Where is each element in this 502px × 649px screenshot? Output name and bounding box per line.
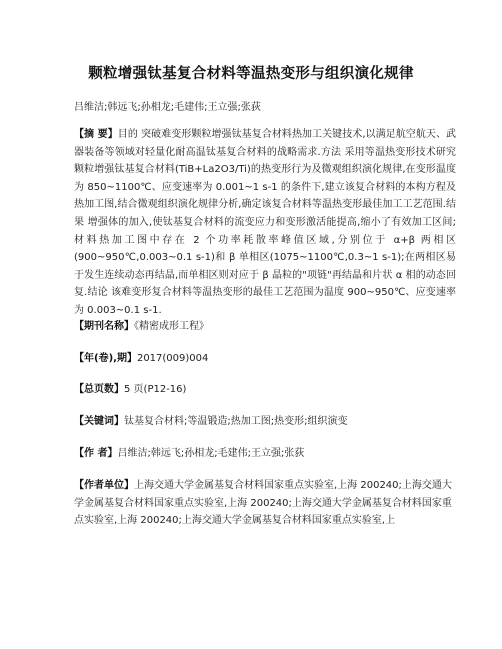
field-authors xyxy=(74,445,454,463)
field-label: 【期刊名称】 xyxy=(74,321,134,332)
field-value: 《精密成形工程》 xyxy=(134,321,209,332)
field-label: 【关键词】 xyxy=(74,416,124,427)
field-value: 吕维洁;韩远飞;孙相龙;毛建伟;王立强;张荻 xyxy=(117,448,305,459)
field-value: 上海交通大学金属基复合材料国家重点实验室,上海 200240;上海交通大学金属基复合材料国家重点实验室,上海 200240;上海交通大学金属基复合材料国家重点实验室,上海 200240;上海交通大学金属基复合材料国家重点实验室,上 xyxy=(74,480,452,527)
abstract-block xyxy=(74,126,456,320)
field-journal xyxy=(74,318,454,336)
field-value: 2017(009)004 xyxy=(136,353,209,364)
author-list: 吕维洁;韩远飞;孙相龙;毛建伟;王立强;张荻 xyxy=(74,102,261,113)
field-label: 【总页数】 xyxy=(74,384,124,395)
field-label: 【年(卷),期】 xyxy=(74,353,137,364)
field-label: 【作 者】 xyxy=(74,448,118,459)
field-affiliations xyxy=(74,477,454,530)
field-value: 钛基复合材料;等温锻造;热加工图;热变形;组织演变 xyxy=(124,416,348,427)
abstract-text: 目的 突破难变形颗粒增强钛基复合材料热加工关键技术,以满足航空航天、武器装备等领域对轻量化耐高温钛基复合材料的战略需求.方法 采用等温热变形技术研究颗粒增强钛基复合材料(TiB+La2O3/Ti)的热变形行为及微观组织演化规律,在变形温度为 850~1100℃、应变速率为 0.001~1 s-1 的条件下,建立该复合材料的本构方程及热加工图,结合微观组织演化规律分析,确定该复合材料等温热变形最佳加工工艺范围.结果 增强体的加入,使钛基复合材料的流变应力和变形激活能提高,缩小了有效加工区间;材料热加工图中存在 2 个功率耗散率峰值区域,分别位于 α+β 两相区(900~950℃,0.003~0.1 s-1)和 β 单相区(1075~1100℃,0.3~1 s-1);在两相区易于发生连续动态再结晶,而单相区则对应于 β 晶粒的"项链"再结晶和片状 α 相的动态回复.结论 该难变形复合材料等温热变形的最佳工艺范围为温度 900~950℃、应变速率为 0.003~0.1 s-1. xyxy=(74,129,457,316)
field-page-count xyxy=(74,381,454,399)
field-year-volume-issue xyxy=(74,350,454,368)
field-value: 5 页(P12-16) xyxy=(124,384,187,395)
paper-title: 颗粒增强钛基复合材料等温热变形与组织演化规律 xyxy=(88,66,414,82)
abstract-label: 【摘 要】 xyxy=(74,129,118,140)
field-keywords xyxy=(74,413,454,431)
field-label: 【作者单位】 xyxy=(74,480,134,491)
